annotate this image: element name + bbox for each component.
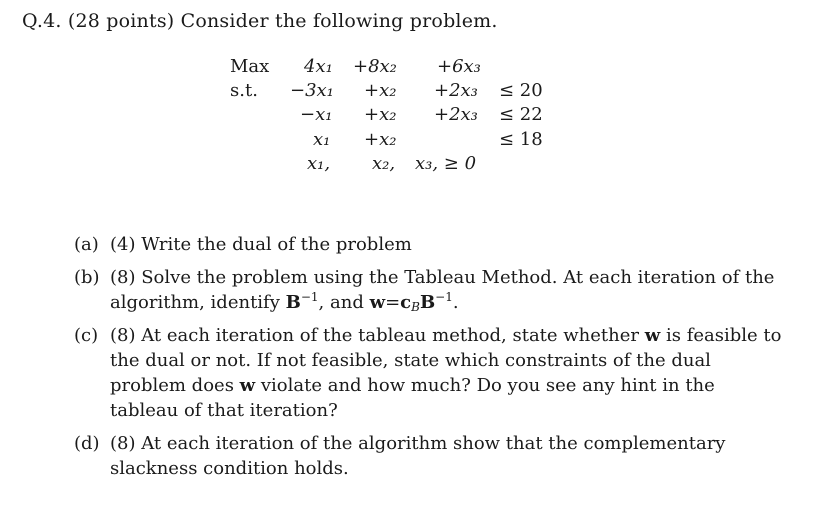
constraint-1-rhs: ≤ 20	[499, 80, 543, 101]
part-c-text-before: (8) At each iteration of the tableau method, state whether	[110, 325, 645, 346]
b-inverse-exponent: −1	[300, 290, 319, 304]
part-b-text-before: (8) Solve the problem using the Tableau Method. At each iteration of the algorithm, identify	[110, 267, 775, 313]
part-a-text: (4) Write the dual of the problem	[110, 234, 412, 255]
b-exponent: −1	[435, 290, 453, 304]
b-symbol: B	[419, 292, 436, 313]
nonneg-x2: x₂,	[372, 153, 396, 174]
objective-term-3: +6x₃	[437, 56, 481, 77]
nonneg-x3: x₃, ≥ 0	[415, 153, 477, 174]
constraint-3-term-2: +x₂	[364, 129, 397, 150]
w-symbol: w	[369, 292, 386, 313]
equals-sign: =	[385, 292, 401, 313]
part-a-label: (a)	[74, 234, 99, 255]
b-inverse-symbol: B	[285, 292, 301, 313]
nonneg-x1: x₁,	[307, 153, 331, 174]
w-symbol-c1: w	[644, 325, 661, 346]
part-c-text-mid: is feasible to the dual or not. If not feasible, state which constraints of the dual problem does	[110, 325, 782, 396]
constraint-3-rhs: ≤ 18	[499, 129, 543, 150]
constraint-2-term-2: +x₂	[364, 104, 397, 125]
part-c-label: (c)	[74, 325, 99, 346]
question-title: Q.4. (28 points) Consider the following problem.	[22, 10, 498, 32]
constraint-2-term-3: +2x₃	[434, 104, 478, 125]
constraint-3-term-1: x₁	[313, 129, 331, 150]
constraint-1-term-2: +x₂	[364, 80, 397, 101]
part-a	[74, 232, 786, 257]
c-symbol: c	[400, 292, 412, 313]
constraint-2-rhs: ≤ 22	[499, 104, 543, 125]
constraints-label: s.t.	[230, 80, 258, 101]
objective-term-2: +8x₂	[353, 56, 397, 77]
c-subscript: B	[411, 300, 420, 314]
w-symbol-c2: w	[239, 375, 256, 396]
part-d-label: (d)	[74, 433, 100, 454]
part-b-text-end: .	[452, 292, 459, 313]
objective-label: Max	[230, 56, 270, 77]
part-b-label: (b)	[74, 267, 100, 288]
objective-term-1: 4x₁	[304, 56, 333, 77]
part-c	[74, 323, 786, 423]
constraint-1-term-1: −3x₁	[290, 80, 334, 101]
part-c-text-end: violate and how much? Do you see any hint in the tableau of that iteration?	[110, 375, 715, 421]
part-b	[74, 265, 786, 315]
constraint-1-term-3: +2x₃	[434, 80, 478, 101]
part-d	[74, 431, 786, 481]
linear-program	[0, 0, 817, 200]
part-b-text-mid: , and	[318, 292, 370, 313]
constraint-2-term-1: −x₁	[300, 104, 333, 125]
question-parts	[74, 232, 786, 489]
part-d-text: (8) At each iteration of the algorithm show that the complementary slackness condition holds.	[110, 433, 726, 479]
